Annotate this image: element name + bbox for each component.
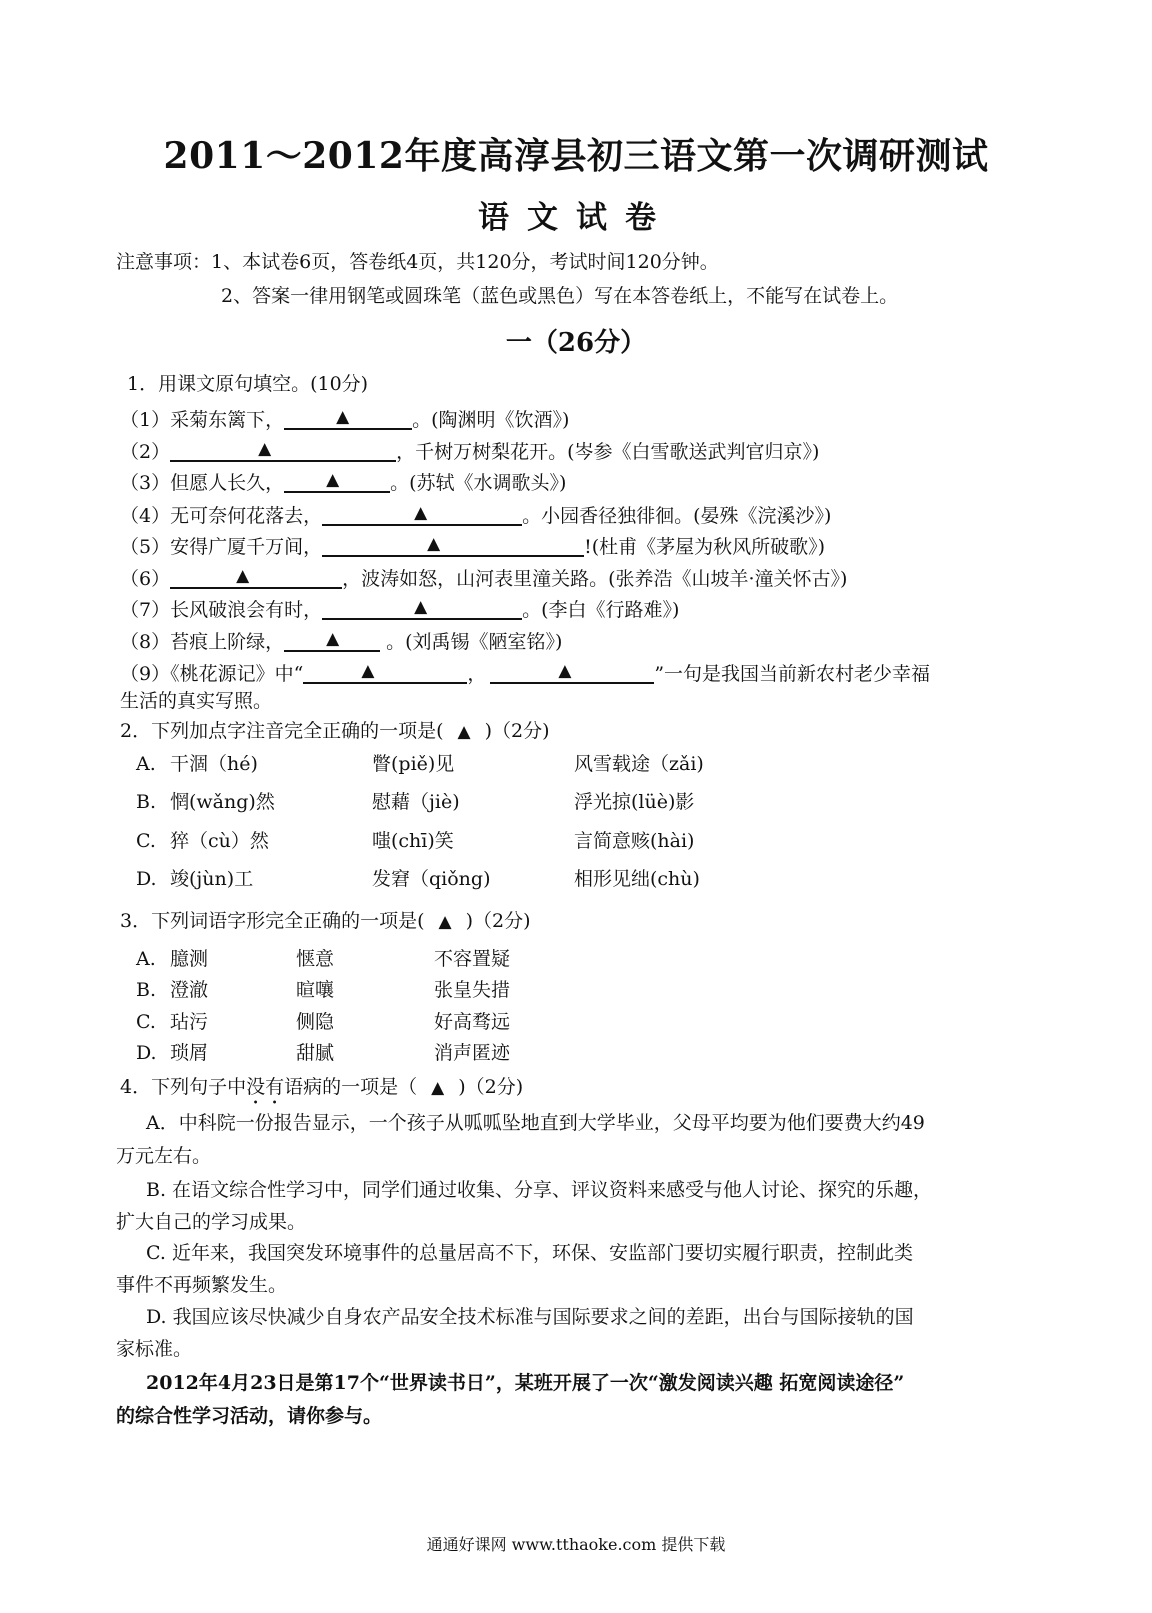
answer-blank: ▲ bbox=[284, 469, 390, 493]
q1-item-8: （8）苔痕上阶绿， ▲ 。(刘禹锡《陋室铭》) bbox=[120, 629, 563, 653]
q4-option-a-line-2: 万元左右。 bbox=[116, 1145, 212, 1167]
answer-blank: ▲ bbox=[284, 406, 412, 430]
q1-item-4: （4）无可奈何花落去， ▲ 。小园香径独徘徊。(晏殊《浣溪沙》) bbox=[120, 503, 832, 527]
q1-item-6: （6） ▲ ，波涛如怒，山河表里潼关路。(张养浩《山坡羊·潼关怀古》) bbox=[120, 566, 848, 590]
q4-option-c-line-2: 事件不再频繁发生。 bbox=[116, 1274, 288, 1296]
q1-item-1: （1）采菊东篱下， ▲ 。(陶渊明《饮酒》) bbox=[120, 407, 570, 431]
q1-item-3: （3）但愿人长久， ▲ 。(苏轼《水调歌头》) bbox=[120, 470, 567, 494]
answer-blank: ▲ bbox=[303, 660, 467, 684]
q1-item-2: （2） ▲ ，千树万树梨花开。(岑参《白雪歌送武判官归京》) bbox=[120, 439, 820, 463]
q4-option-c-line-1: C. 近年来，我国突发环境事件的总量居高不下，环保、安监部门要切实履行职责，控制此类 bbox=[146, 1242, 913, 1264]
answer-blank: ▲ bbox=[284, 628, 380, 652]
section-heading: 一（26分） bbox=[505, 328, 647, 358]
q4-option-d-line-1: D. 我国应该尽快减少自身农产品安全技术标准与国际要求之间的差距，出台与国际接轨的国 bbox=[146, 1306, 914, 1328]
answer-blank: ▲ bbox=[170, 565, 342, 589]
q4-option-b-line-1: B. 在语文综合性学习中，同学们通过收集、分享、评议资料来感受与他人讨论、探究的乐趣， bbox=[146, 1179, 933, 1201]
q1-item-5: （5）安得广厦千万间， ▲ !(杜甫《茅屋为秋风所破歌》) bbox=[120, 534, 826, 558]
answer-blank: ▲ bbox=[490, 660, 654, 684]
notes-item-2: 2、答案一律用钢笔或圆珠笔（蓝色或黑色）写在本答卷纸上，不能写在试卷上。 bbox=[221, 285, 899, 307]
document-title: 2011～2012年度高淳县初三语文第一次调研测试 bbox=[163, 135, 989, 177]
q2-stem: 2．下列加点字注音完全正确的一项是( ▲ )（2分) bbox=[120, 720, 550, 742]
answer-blank: ▲ bbox=[322, 596, 522, 620]
activity-intro-line-1: 2012年4月23日是第17个“世界读书日”，某班开展了一次“激发阅读兴趣 拓宽阅读途径” bbox=[146, 1372, 905, 1394]
answer-blank: ▲ bbox=[322, 533, 584, 557]
footer-credit: 通通好课网 www.tthaoke.com 提供下载 bbox=[426, 1535, 726, 1554]
answer-blank: ▲ bbox=[170, 438, 396, 462]
notes-item-1: 1、本试卷6页，答卷纸4页，共120分，考试时间120分钟。 bbox=[211, 251, 719, 273]
q4-stem: 4．下列句子中没有语病的一项是（ ▲ )（2分) bbox=[120, 1076, 524, 1098]
q4-option-d-line-2: 家标准。 bbox=[116, 1338, 193, 1360]
q1-stem: 1．用课文原句填空。(10分) bbox=[127, 373, 369, 395]
q1-item-9-continued: 生活的真实写照。 bbox=[120, 690, 273, 712]
answer-blank: ▲ bbox=[322, 502, 522, 526]
q1-item-7: （7）长风破浪会有时， ▲ 。(李白《行路难》) bbox=[120, 597, 680, 621]
notes-label: 注意事项： bbox=[116, 251, 212, 273]
q3-stem: 3．下列词语字形完全正确的一项是( ▲ )（2分) bbox=[120, 910, 531, 932]
document-subtitle: 语文试卷 bbox=[478, 200, 674, 236]
q4-option-a-line-1: A．中科院一份报告显示，一个孩子从呱呱坠地直到大学毕业，父母平均要为他们要费大约49 bbox=[146, 1112, 925, 1134]
activity-intro-line-2: 的综合性学习活动，请你参与。 bbox=[116, 1405, 383, 1427]
notes-line-1 bbox=[116, 247, 719, 274]
q1-item-9: （9）《桃花源记》中“ ▲ ， ▲ ”一句是我国当前新农村老少幸福 bbox=[120, 661, 931, 685]
q4-option-b-line-2: 扩大自己的学习成果。 bbox=[116, 1211, 307, 1233]
